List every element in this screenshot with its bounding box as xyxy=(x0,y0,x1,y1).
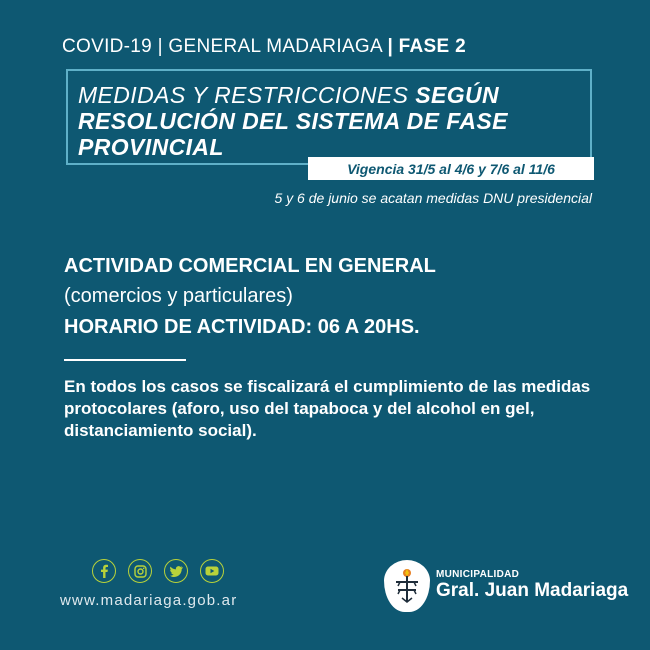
activity-block xyxy=(64,252,436,342)
social-links xyxy=(92,559,224,583)
header-phase: | FASE 2 xyxy=(387,36,466,57)
header-title xyxy=(62,36,466,58)
title-light: MEDIDAS Y RESTRICCIONES xyxy=(78,82,416,108)
vigencia-badge: Vigencia 31/5 al 4/6 y 7/6 al 11/6 xyxy=(308,157,594,180)
logo-small-text: MUNICIPALIDAD xyxy=(436,569,520,580)
logo-big-text: Gral. Juan Madariaga xyxy=(436,580,629,601)
municipality-logo-text xyxy=(436,569,628,602)
divider xyxy=(64,359,186,361)
youtube-icon[interactable] xyxy=(200,559,224,583)
title-bold: SEGÚN RESOLUCIÓN DEL SISTEMA DE FASE PROVINCIAL xyxy=(78,82,508,160)
activity-hours: HORARIO DE ACTIVIDAD: 06 A 20HS. xyxy=(64,316,420,338)
municipality-crest-icon xyxy=(384,560,430,612)
twitter-icon[interactable] xyxy=(164,559,188,583)
dnu-note: 5 y 6 de junio se acatan medidas DNU presidencial xyxy=(274,190,592,206)
website-link[interactable]: www.madariaga.gob.ar xyxy=(60,592,238,609)
facebook-icon[interactable] xyxy=(92,559,116,583)
activity-subheading: (comercios y particulares) xyxy=(64,285,293,307)
main-title xyxy=(78,82,578,160)
protocol-note: En todos los casos se fiscalizará el cumplimiento de las medidas protocolares (aforo, uso del tapaboca y del alcohol en gel, distanciamiento social). xyxy=(64,377,591,440)
header-prefix: COVID-19 | GENERAL MADARIAGA xyxy=(62,36,388,57)
instagram-icon[interactable] xyxy=(128,559,152,583)
activity-heading: ACTIVIDAD COMERCIAL EN GENERAL xyxy=(64,255,436,277)
